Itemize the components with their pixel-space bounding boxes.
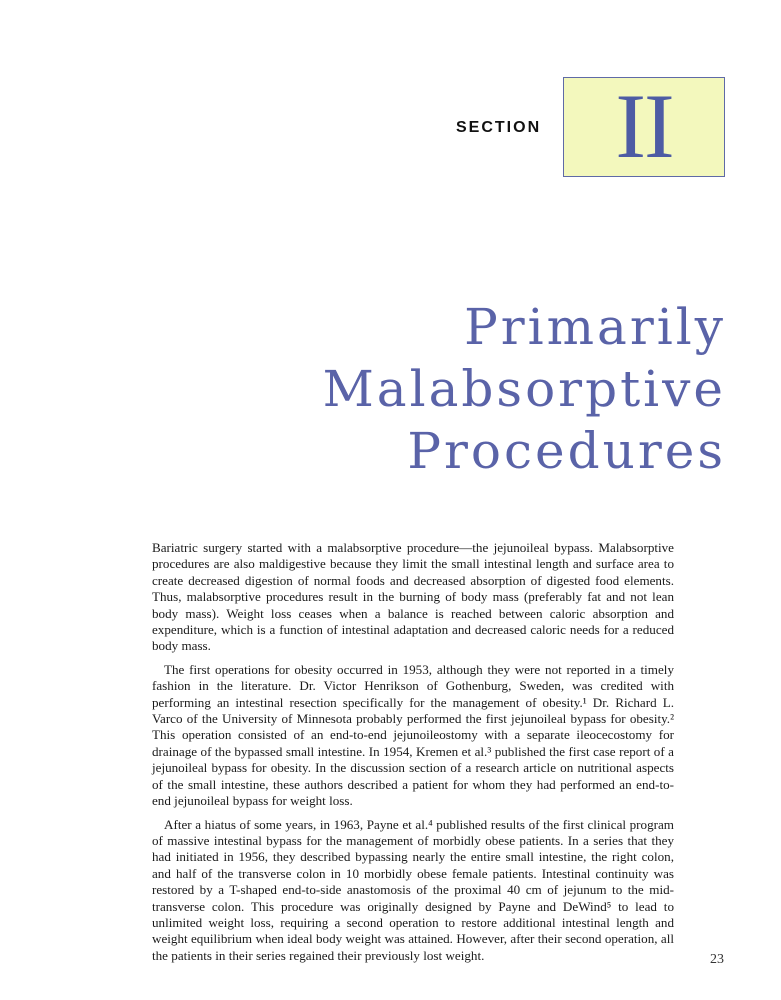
paragraph-1: Bariatric surgery started with a malabsorptive procedure—the jejunoileal bypass. Malabsorptive procedures are also maldigestive because they limit the small intestinal length and surface area to create decreased digestion of normal foods and decreased absorption of digested food elements. Thus, malabsorptive procedures result in the burning of body mass (preferably fat and not lean body mass). Weight loss ceases when a balance is reached between caloric absorption and expenditure, which is a function of intestinal adaptation and decreased caloric needs for a reduced body mass.: [152, 540, 674, 654]
page-number: 23: [710, 952, 724, 967]
paragraph-3: After a hiatus of some years, in 1963, Payne et al.⁴ published results of the first clinical program of massive intestinal bypass for the management of morbidly obese patients. In a series that they had initiated in 1956, they described bypassing nearly the entire small intestine, the right colon, and half of the transverse colon in 10 morbidly obese female patients. Intestinal continuity was restored by a T-shaped end-to-side anastomosis of the proximal 40 cm of jejunum to the mid-transverse colon. This procedure was originally designed by Payne and DeWind⁵ to lead to unlimited weight loss, requiring a second operation to restore additional intestinal length and weight equilibrium when ideal body weight was attained. However, after their second operation, all the patients in their series regained their previously lost weight.: [152, 816, 674, 963]
chapter-title-line-2: Malabsorptive: [322, 360, 726, 418]
body-text: [152, 540, 674, 971]
chapter-title-line-3: Procedures: [407, 422, 726, 480]
chapter-title: [323, 296, 726, 482]
section-numeral: II: [615, 75, 673, 177]
section-label: SECTION: [456, 119, 542, 136]
paragraph-2: The first operations for obesity occurred in 1953, although they were not reported in a timely fashion in the literature. Dr. Victor Henrikson of Gothenburg, Sweden, was credited with performing an intestinal resection specifically for the management of obesity.¹ Dr. Richard L. Varco of the University of Minnesota probably performed the first jejunoileal bypass for obesity.² This operation consisted of an end-to-end jejunoileostomy with a separate ileocecostomy for drainage of the bypassed small intestine. In 1954, Kremen et al.³ published the first case report of a jejunoileal bypass for obesity. In the discussion section of a research article on nutritional aspects of the small intestine, these authors described a patient for whom they had performed an end-to-end jejunoileal bypass for weight loss.: [152, 661, 674, 809]
chapter-title-line-1: Primarily: [464, 298, 726, 356]
section-number-box: [563, 77, 725, 177]
